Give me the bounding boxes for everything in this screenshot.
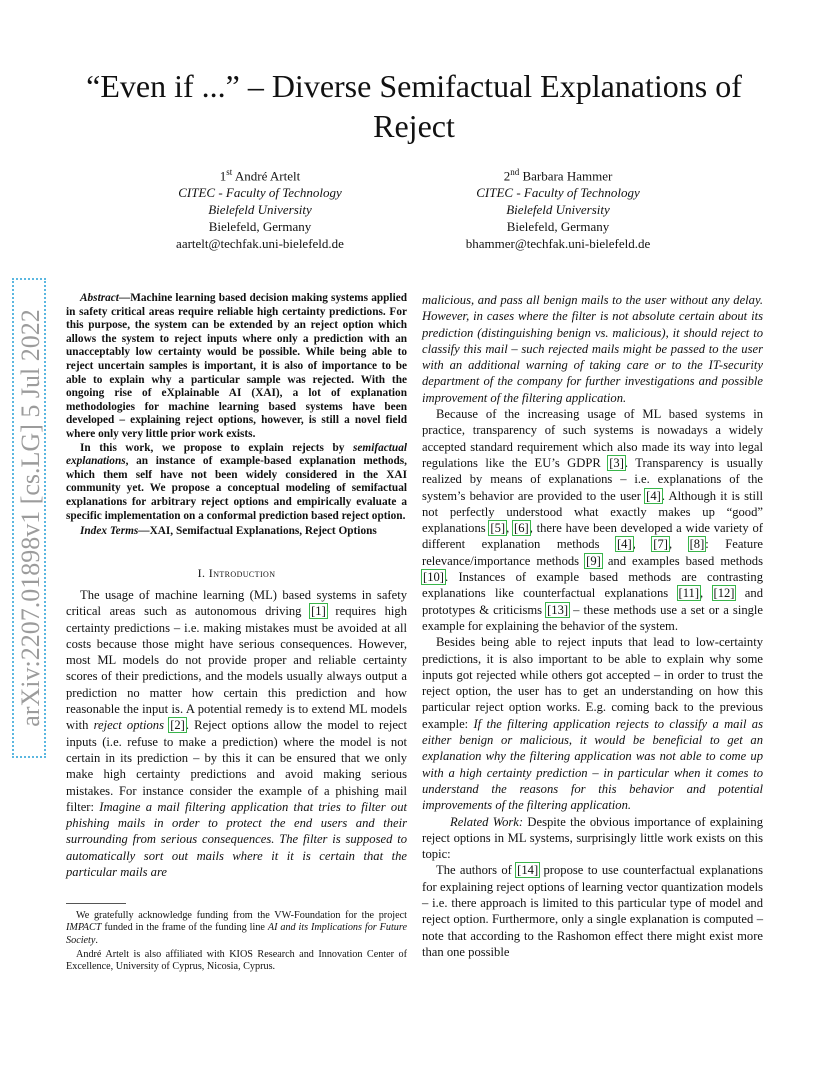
intro-emphasis: reject options	[93, 718, 165, 733]
citation-link[interactable]: [7]	[653, 537, 668, 552]
index-terms-text: —XAI, Semifactual Explanations, Reject Options	[138, 525, 377, 538]
intro-text: The usage of machine learning (ML) based systems in safety critical areas such as autonomous driving	[66, 587, 407, 619]
citation-link[interactable]: [1]	[311, 604, 326, 619]
body-text: . Although it is still not perfectly understood what exactly makes up “good” explanations	[422, 488, 763, 536]
author-rank: 2	[503, 168, 511, 184]
related-work-label: Related Work:	[450, 814, 524, 829]
author-affiliation: CITEC - Faculty of Technology	[178, 185, 342, 201]
citation-separator: ,	[506, 521, 514, 536]
citation-link[interactable]: [2]	[170, 718, 185, 733]
citation-link[interactable]: [14]	[517, 863, 539, 878]
author-location: Bielefeld, Germany	[208, 219, 312, 235]
citation-link[interactable]: [9]	[586, 553, 601, 568]
intro-text: . Reject options allow the model to reject inputs (i.e. refuse to make a prediction) where the model is not certain in its prediction – by this it can be ensured that we only make high certainty predictions and avoid making serious mistakes. For instance consider the example of a phishing mail filter:	[66, 718, 408, 814]
citation-link[interactable]: [8]	[689, 537, 705, 552]
abstract	[66, 292, 407, 539]
body-text: Besides being able to reject inputs that lead to low-certainty predictions, it is also important to be able to explain why some inputs got rejected while others got accepted – in order to trust the reject option, the user has to get an understanding on how this particular reject option works. E.g. coming back to the previous example:	[422, 635, 763, 731]
citation-separator: ,	[700, 586, 713, 601]
section-heading-introduction: I. Introduction	[197, 565, 276, 580]
abstract-p2-b: , an instance of example-based explanation methods, which them self have not been widely considered in the XAI community yet. We propose a conceptual modeling of semifactual explanations for arbitrary reject options and empirically evaluate a specific implementation on a conformal prediction based reject option.	[66, 455, 407, 522]
body-text: and examples based methods	[601, 553, 764, 568]
author-rank-suffix: nd	[510, 167, 520, 177]
citation-link[interactable]: [3]	[609, 455, 624, 470]
citation-link[interactable]: [11]	[678, 586, 700, 601]
author-block-2	[398, 164, 718, 252]
body-text: and prototypes & criticisms	[422, 586, 763, 617]
abstract-p2-a: In this work, we propose to explain rejects by	[80, 441, 354, 454]
citation-link[interactable]: [12]	[713, 586, 735, 601]
footnotes	[66, 910, 407, 975]
footnote-funding	[66, 910, 407, 947]
footnote-divider	[66, 903, 126, 904]
paper-title: “Even if ...” – Diverse Semifactual Explanations of Reject	[86, 68, 742, 144]
author-name-text: Barbara Hammer	[522, 168, 613, 184]
citation-link[interactable]: [4]	[616, 537, 632, 552]
author-location: Bielefeld, Germany	[506, 219, 610, 235]
citation-link[interactable]: [10]	[423, 570, 444, 585]
intro-continuation: malicious, and pass all benign mails to the user without any delay. However, in cases where the filter is not absolute certain about its prediction (distinguishing benign vs. malicious), it should reject to classify this mail – such rejected mails might be passed to the user with an additional warning of taking care or to the IT-security department of the company for further investigations and possible improvement of the filtering application.	[422, 293, 763, 405]
body-text: . Instances of example based methods are contrasting explanations like counterfactual explanations	[422, 570, 763, 601]
body-text: propose to use counterfactual explanations for explaining reject options of learning vector quantization models – i.e. there approach is limited to this particular type of model and reject option. Furthermore, only a single explanation is computed – note that according to the Rashomon effect there might exist more than one possible	[422, 863, 763, 959]
citation-separator: ,	[668, 537, 689, 552]
footnote-text: funded in the frame of the funding line	[101, 922, 268, 934]
intro-paragraph	[66, 587, 407, 880]
author-block-1	[100, 164, 420, 252]
citation-link[interactable]: [4]	[646, 488, 661, 503]
left-column	[66, 292, 407, 880]
author-email[interactable]: bhammer@techfak.uni-bielefeld.de	[465, 236, 651, 252]
footnote-text: We gratefully acknowledge funding from the VW-Foundation for the project	[76, 910, 407, 921]
reject-explanation-paragraph	[422, 634, 763, 813]
body-emphasis: If the filtering application rejects to classify a mail as either benign or malicious, it would be beneficial to get an explanation why the filtering application was not able to come up with a high certainty prediction – in particular when it comes to understand the reasons for this behavior and potential improvements of the filtering application.	[422, 716, 763, 813]
related-work-detail	[422, 862, 763, 960]
footnote-text: .	[95, 934, 98, 946]
author-university: Bielefeld University	[506, 202, 610, 218]
body-text: The authors of	[436, 863, 517, 878]
body-text: – these methods use a set or a single example for explaining the behavior of the system.	[422, 602, 763, 633]
intro-emphasis: Imagine a mail filtering application that tries to filter out phishing mails in order to protect the end users and their surrounding from serious consequences. The filter is supposed to automatically sort out mails where it it is certain that the particular mails are	[66, 799, 407, 880]
citation-link[interactable]: [6]	[514, 521, 529, 536]
citation-link[interactable]: [13]	[547, 602, 569, 617]
author-affiliation: CITEC - Faculty of Technology	[476, 185, 640, 201]
author-rank: 1	[219, 168, 227, 184]
arxiv-sidebar[interactable]	[12, 278, 46, 758]
arxiv-identifier[interactable]: arXiv:2207.01898v1 [cs.LG] 5 Jul 2022	[12, 278, 46, 758]
author-university: Bielefeld University	[208, 202, 312, 218]
body-text: : Feature relevance/importance methods	[422, 537, 764, 568]
footnote-emphasis: AI and its Implications for Future Society	[66, 922, 408, 946]
author-name	[100, 164, 420, 184]
index-terms-label: Index Terms	[80, 525, 139, 538]
citation-link[interactable]: [5]	[490, 521, 506, 536]
citation-separator: ,	[632, 537, 653, 552]
transparency-paragraph	[422, 406, 763, 634]
footnote-affiliation: André Artelt is also affiliated with KIOS Research and Innovation Center of Excellence, University of Cyprus, Nicosia, Cyprus.	[66, 948, 407, 973]
author-email[interactable]: aartelt@techfak.uni-bielefeld.de	[176, 236, 344, 252]
body-text: , there have been developed a wide variety of different explanation methods	[422, 521, 763, 552]
related-work-paragraph	[422, 814, 763, 863]
abstract-p2-em: semifactual explanations	[66, 441, 407, 468]
intro-text: requires high certainty predictions – i.e. making mistakes must be avoided at all costs because those might have serious consequences. However, most ML models do not provide proper and reliable certainty scores of their predictions, and the models usually always output a prediction no matter how certain this prediction and how reasonable the input is. A potential remedy is to extend ML models with	[66, 604, 408, 733]
body-text: . Transparency is usually realized by means of explanations – i.e. explanations of the system’s behavior are provided to the user	[422, 455, 763, 503]
author-name-text: André Artelt	[234, 168, 301, 184]
right-column	[422, 292, 763, 960]
abstract-p1: —Machine learning based decision making systems applied in safety critical areas require reliable high certainty predictions. For this purpose, the system can be extended by an reject option which allows the system to reject inputs where only a prediction with an unacceptably low certainty would be possible. While being able to reject uncertain samples is important, it is also of importance to be able to explain why a particular sample was rejected. With the ongoing rise of eXplainable AI (XAI), a lot of explanation methodologies for machine learning based systems have been developed – explaining reject options, however, is still a novel field where only very little prior work exists.	[66, 292, 407, 440]
body-text: Because of the increasing usage of ML based systems in practice, transparency of such systems is nowadays a widely accepted standard requirement which also made its way into legal regulations like the EU’s GDPR	[422, 407, 763, 470]
body-text: Despite the obvious importance of explaining reject options in ML systems, surprisingly little work exists on this topic:	[422, 814, 763, 862]
author-name	[398, 164, 718, 184]
abstract-label: Abstract	[80, 292, 119, 304]
footnote-emphasis: IMPACT	[66, 922, 102, 934]
author-rank-suffix: st	[226, 167, 233, 177]
